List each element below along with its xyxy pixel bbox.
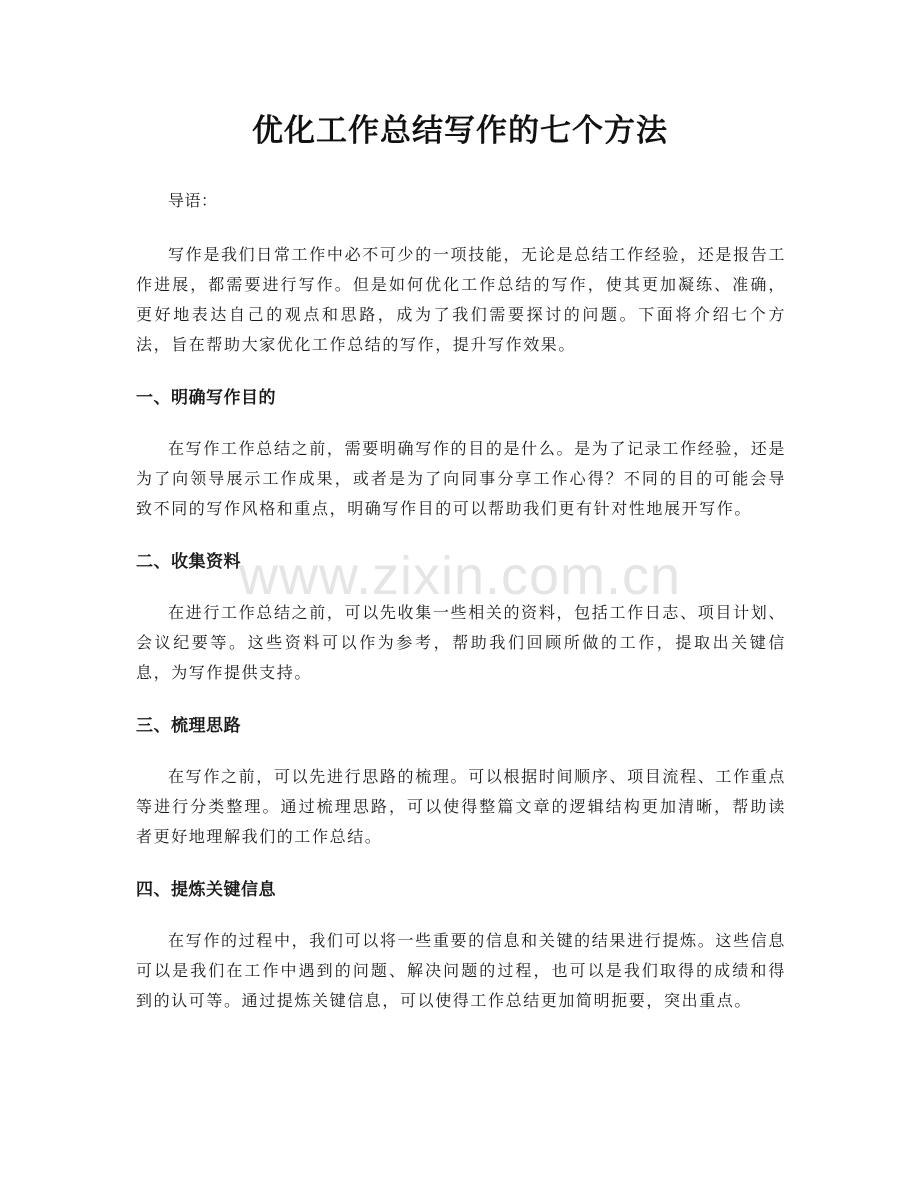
section-1-body: 在写作工作总结之前，需要明确写作的目的是什么。是为了记录工作经验，还是为了向领导展示工作成果，或者是为了向同事分享工作心得？不同的目的可能会导致不同的写作风格和重点，明确写作目的可以帮助我们更有针对性地展开写作。 [136, 439, 786, 518]
document-title: 优化工作总结写作的七个方法 [252, 113, 668, 149]
lead-label: 导语： [168, 191, 218, 210]
section-3-heading: 三、梳理思路 [136, 716, 241, 736]
section-3-body: 在写作之前，可以先进行思路的梳理。可以根据时间顺序、项目流程、工作重点等进行分类整理。通过梳理思路，可以使得整篇文章的逻辑结构更加清晰，帮助读者更好地理解我们的工作总结。 [136, 767, 786, 846]
section-4-heading: 四、提炼关键信息 [136, 880, 276, 900]
watermark: www.zixin.com.cn [238, 546, 682, 606]
section-2-body: 在进行工作总结之前，可以先收集一些相关的资料，包括工作日志、项目计划、会议纪要等。这些资料可以作为参考，帮助我们回顾所做的工作，提取出关键信息，为写作提供支持。 [136, 603, 786, 682]
section-1-heading: 一、明确写作目的 [136, 388, 276, 408]
document-body [136, 186, 786, 1039]
intro-paragraph: 写作是我们日常工作中必不可少的一项技能，无论是总结工作经验，还是报告工作进展，都需要进行写作。但是如何优化工作总结的写作，使其更加凝练、准确，更好地表达自己的观点和思路，成为了我们需要探讨的问题。下面将介绍七个方法，旨在帮助大家优化工作总结的写作，提升写作效果。 [136, 245, 786, 354]
section-4-body: 在写作的过程中，我们可以将一些重要的信息和关键的结果进行提炼。这些信息可以是我们在工作中遇到的问题、解决问题的过程，也可以是我们取得的成绩和得到的认可等。通过提炼关键信息，可以使得工作总结更加简明扼要，突出重点。 [136, 931, 786, 1010]
section-2-heading: 二、收集资料 [136, 552, 241, 572]
